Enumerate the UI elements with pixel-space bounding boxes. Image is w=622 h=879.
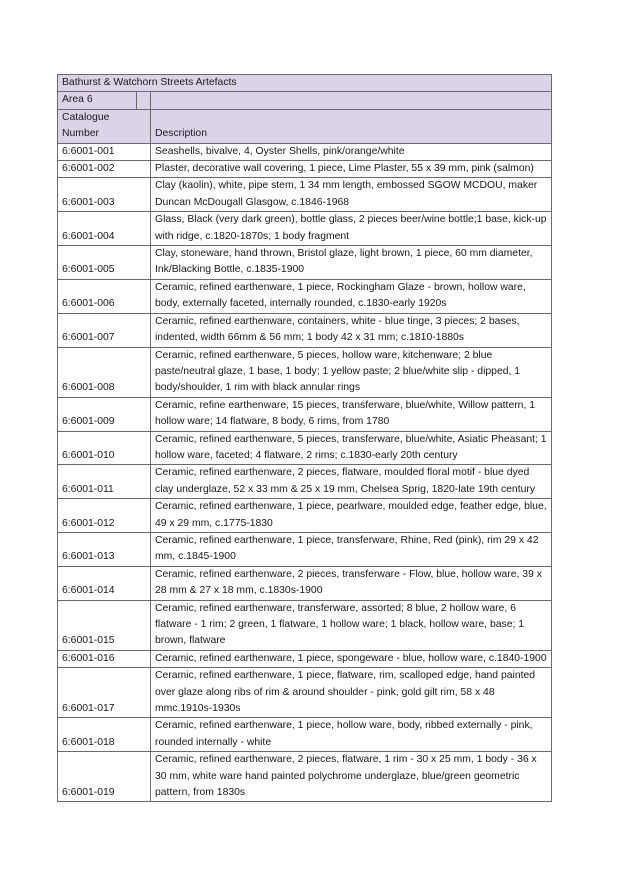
catalogue-number-cell: 6:6001-009 xyxy=(58,397,151,431)
table-row xyxy=(58,499,552,533)
catalogue-number-cell: 6:6001-011 xyxy=(58,465,151,499)
catalogue-number-cell: 6:6001-014 xyxy=(58,566,151,600)
catalogue-header-line1: Catalogue xyxy=(62,111,110,123)
area-row xyxy=(58,92,552,109)
description-cell: Ceramic, refined earthenware, containers, white - blue tinge, 3 pieces; 2 bases, indented, width 66mm & 56 mm; 1 body 42 x 31 mm; c.1810-1880s xyxy=(151,313,552,347)
description-cell: Clay (kaolin), white, pipe stem, 1 34 mm length, embossed SGOW MCDOU, maker Duncan McDougall Glasgow, c.1846-1968 xyxy=(151,178,552,212)
table-row xyxy=(58,161,552,178)
table-title-row xyxy=(58,75,552,92)
catalogue-number-cell: 6:6001-004 xyxy=(58,212,151,246)
table-row xyxy=(58,668,552,718)
catalogue-number-cell: 6:6001-018 xyxy=(58,718,151,752)
catalogue-number-cell: 6:6001-001 xyxy=(58,143,151,160)
catalogue-number-cell: 6:6001-019 xyxy=(58,752,151,802)
catalogue-number-cell: 6:6001-013 xyxy=(58,532,151,566)
description-header: Description xyxy=(151,109,552,143)
catalogue-number-cell: 6:6001-012 xyxy=(58,499,151,533)
description-cell: Ceramic, refined earthenware, 1 piece, flatware, rim, scalloped edge, hand painted over glaze along ribs of rim & around shoulder - pink, gold gilt rim, 58 x 48 mmc.1910s-1930s xyxy=(151,668,552,718)
table-row xyxy=(58,279,552,313)
area-empty-cell xyxy=(151,92,552,109)
table-row xyxy=(58,465,552,499)
catalogue-number-cell: 6:6001-003 xyxy=(58,178,151,212)
description-cell: Ceramic, refined earthenware, 2 pieces, flatware, moulded floral motif - blue dyed clay underglaze, 52 x 33 mm & 25 x 19 mm, Chelsea Sprig, 1820-late 19th century xyxy=(151,465,552,499)
description-cell: Ceramic, refine earthenware, 15 pieces, transferware, blue/white, Willow pattern, 1 hollow ware; 14 flatware, 8 body, 6 rims, from 1780 xyxy=(151,397,552,431)
table-row xyxy=(58,212,552,246)
description-cell: Clay, stoneware, hand thrown, Bristol glaze, light brown, 1 piece, 60 mm diameter, Ink/Blacking Bottle, c.1835-1900 xyxy=(151,246,552,280)
description-cell: Plaster, decorative wall covering, 1 piece, Lime Plaster, 55 x 39 mm, pink (salmon) xyxy=(151,161,552,178)
catalogue-number-cell: 6:6001-010 xyxy=(58,431,151,465)
table-title: Bathurst & Watchorn Streets Artefacts xyxy=(58,75,552,92)
description-cell: Ceramic, refined earthenware, 2 pieces, flatware, 1 rim - 30 x 25 mm, 1 body - 36 x 30 mm, white ware hand painted polychrome underglaze, blue/green geometric pattern, from 1830s xyxy=(151,752,552,802)
catalogue-number-cell: 6:6001-006 xyxy=(58,279,151,313)
table-row xyxy=(58,178,552,212)
table-row xyxy=(58,566,552,600)
description-cell: Ceramic, refined earthenware, transferware, assorted; 8 blue, 2 hollow ware, 6 flatware - 1 rim; 2 green, 1 flatware, 1 hollow ware; 1 black, hollow ware, base; 1 brown, flatware xyxy=(151,600,552,650)
description-cell: Ceramic, refined earthenware, 2 pieces, transferware - Flow, blue, hollow ware, 39 x 28 mm & 27 x 18 mm, c.1830s-1900 xyxy=(151,566,552,600)
table-row xyxy=(58,752,552,802)
table-row xyxy=(58,431,552,465)
description-cell: Ceramic, refined earthenware, 5 pieces, hollow ware, kitchenware; 2 blue paste/neutral glaze, 1 base, 1 body; 1 yellow paste; 2 blue/white slip - dipped, 1 body/shoulder, 1 rim with black annular rings xyxy=(151,347,552,397)
catalogue-number-header xyxy=(58,109,151,143)
description-cell: Ceramic, refined earthenware, 5 pieces, transferware, blue/white, Asiatic Pheasant; 1 hollow ware, faceted; 4 flatware, 2 rims; c.1830-early 20th century xyxy=(151,431,552,465)
table-row xyxy=(58,313,552,347)
table-row xyxy=(58,347,552,397)
description-cell: Glass, Black (very dark green), bottle glass, 2 pieces beer/wine bottle;1 base, kick-up with ridge, c.1820-1870s; 1 body fragment xyxy=(151,212,552,246)
catalogue-number-cell: 6:6001-017 xyxy=(58,668,151,718)
catalogue-header-line2: Number xyxy=(62,128,99,140)
table-row xyxy=(58,246,552,280)
table-row xyxy=(58,397,552,431)
table-row xyxy=(58,143,552,160)
description-cell: Ceramic, refined earthenware, 1 piece, pearlware, moulded edge, feather edge, blue, 49 x 29 mm, c.1775-1830 xyxy=(151,499,552,533)
catalogue-number-cell: 6:6001-007 xyxy=(58,313,151,347)
table-row xyxy=(58,718,552,752)
description-cell: Ceramic, refined earthenware, 1 piece, Rockingham Glaze - brown, hollow ware, body, externally faceted, internally rounded, c.1830-early 1920s xyxy=(151,279,552,313)
table-row xyxy=(58,650,552,667)
description-cell: Ceramic, refined earthenware, 1 piece, spongeware - blue, hollow ware, c.1840-1900 xyxy=(151,650,552,667)
catalogue-number-cell: 6:6001-005 xyxy=(58,246,151,280)
column-header-row xyxy=(58,109,552,143)
description-cell: Seashells, bivalve, 4, Oyster Shells, pink/orange/white xyxy=(151,143,552,160)
catalogue-number-cell: 6:6001-016 xyxy=(58,650,151,667)
catalogue-number-cell: 6:6001-015 xyxy=(58,600,151,650)
description-cell: Ceramic, refined earthenware, 1 piece, hollow ware, body, ribbed externally - pink, rounded internally - white xyxy=(151,718,552,752)
area-spacer-cell xyxy=(137,92,151,109)
description-cell: Ceramic, refined earthenware, 1 piece, transferware, Rhine, Red (pink), rim 29 x 42 mm, c.1845-1900 xyxy=(151,532,552,566)
table-row xyxy=(58,532,552,566)
catalogue-number-cell: 6:6001-008 xyxy=(58,347,151,397)
area-label: Area 6 xyxy=(58,92,137,109)
catalogue-number-cell: 6:6001-002 xyxy=(58,161,151,178)
table-row xyxy=(58,600,552,650)
artefacts-table xyxy=(57,74,552,802)
